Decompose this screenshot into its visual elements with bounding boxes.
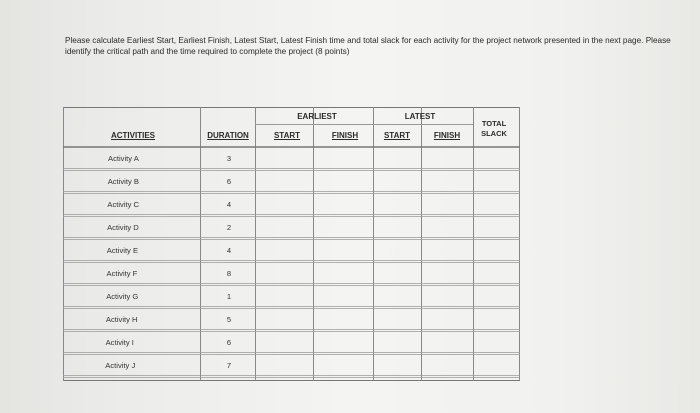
latest-start-header: START (383, 131, 411, 140)
activity-duration: 4 (226, 200, 232, 209)
activity-name: Activity D (107, 223, 139, 232)
activity-name: Activity C (107, 200, 140, 209)
activity-duration: 2 (226, 223, 232, 232)
activity-duration: 7 (226, 361, 232, 370)
activity-name: Activity G (106, 292, 139, 301)
total-slack-header-line1: TOTAL (481, 119, 507, 128)
activity-duration: 4 (226, 246, 232, 255)
activity-duration: 1 (226, 292, 232, 301)
activity-name: Activity I (105, 338, 134, 347)
earliest-start-header: START (273, 131, 301, 140)
instructions-text: Please calculate Earliest Start, Earliest Finish, Latest Start, Latest Finish time and total slack for each activity for the project network presented in the next page. Please identify the critical path and the time required to complete the project (8 points) (65, 36, 671, 56)
activity-name: Activity J (105, 361, 136, 370)
activity-name: Activity E (106, 246, 139, 255)
activity-duration: 6 (226, 338, 232, 347)
activities-column-header: ACTIVITIES (110, 131, 156, 140)
activity-name: Activity H (105, 315, 138, 324)
activity-name: Activity A (108, 154, 139, 163)
total-slack-header-line2: SLACK (481, 129, 507, 138)
earliest-group-header: EARLIEST (297, 112, 337, 121)
schedule-table (63, 107, 520, 381)
activity-duration: 8 (226, 269, 232, 278)
activity-duration: 6 (226, 177, 232, 186)
latest-group-header: LATEST (404, 112, 436, 121)
activity-name: Activity B (107, 177, 139, 186)
duration-column-header: DURATION (207, 131, 249, 140)
activity-duration: 5 (226, 315, 232, 324)
activity-duration: 3 (226, 154, 232, 163)
total-slack-header (481, 119, 507, 139)
earliest-finish-header: FINISH (331, 131, 359, 140)
activity-name: Activity F (106, 269, 138, 278)
latest-finish-header: FINISH (433, 131, 461, 140)
